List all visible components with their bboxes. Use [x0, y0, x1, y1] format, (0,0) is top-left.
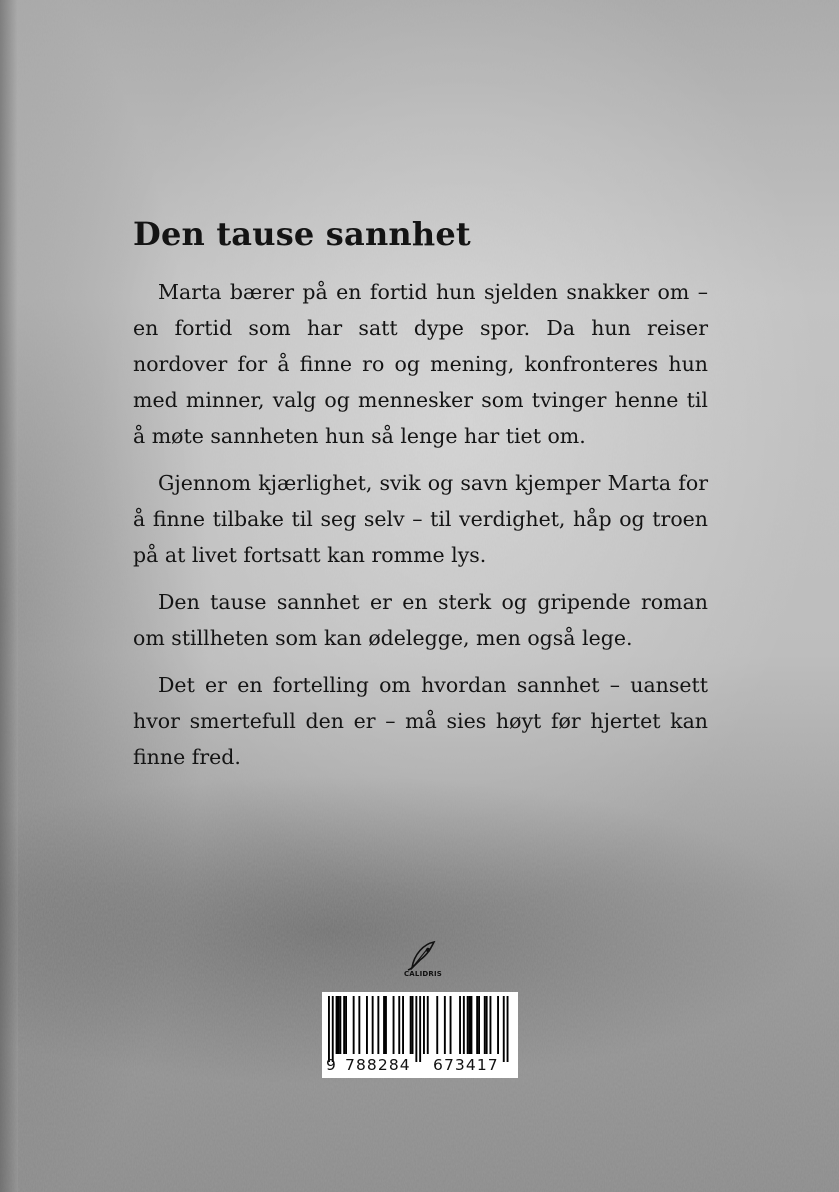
barcode-bar	[423, 996, 425, 1054]
barcode-bar	[345, 996, 347, 1054]
barcode-bar	[339, 996, 341, 1054]
barcode-bar	[383, 996, 385, 1054]
barcode-bar	[338, 996, 340, 1054]
barcode-bar	[490, 996, 492, 1054]
barcode-bar	[410, 996, 412, 1054]
barcode-bar	[402, 996, 404, 1054]
barcode-bar	[353, 996, 355, 1054]
barcode-bar	[467, 996, 469, 1054]
barcode-bar	[427, 996, 429, 1054]
isbn-group-1: 788284	[345, 1056, 411, 1074]
barcode-bar	[343, 996, 345, 1054]
barcode-bar	[415, 996, 417, 1062]
spine-edge	[0, 0, 18, 1192]
barcode-bar	[476, 996, 478, 1054]
barcode-bar	[372, 996, 374, 1054]
blurb-paragraph: Den tause sannhet er en sterk og gripende roman om stillheten som kan ødelegge, men også lege.	[133, 590, 708, 650]
barcode-bar	[450, 996, 452, 1054]
barcode-bar	[471, 996, 473, 1054]
barcode-bar	[478, 996, 480, 1054]
barcode-bar	[377, 996, 379, 1054]
barcode-bar	[332, 996, 334, 1062]
book-title: Den tause sannhet	[133, 215, 471, 253]
feather-quill-logo-icon	[398, 936, 448, 972]
barcode-bar	[436, 996, 438, 1054]
barcode-bar	[507, 996, 509, 1062]
barcode-bar	[385, 996, 387, 1054]
barcode-bar	[503, 996, 505, 1062]
barcode-bar	[463, 996, 465, 1054]
blurb-paragraph: Marta bærer på en fortid hun sjelden snakker om – en fortid som har satt dype spor. Da hun reiser nordover for å finne ro og mening, konfronteres hun med minner, valg og mennesker som tvinger henne til å møte sannheten hun så lenge har tiet om.	[133, 280, 708, 448]
blurb-paragraph: Gjennom kjærlighet, svik og savn kjemper Marta for å finne tilbake til seg selv – til verdighet, håp og troen på at livet fortsatt kan romme lys.	[133, 471, 708, 567]
barcode-bar	[393, 996, 395, 1054]
barcode-bar	[398, 996, 400, 1054]
barcode-bar	[497, 996, 499, 1054]
barcode-bar	[336, 996, 338, 1054]
barcode-bar	[412, 996, 414, 1054]
barcode-bar	[484, 996, 486, 1054]
barcode-bar	[486, 996, 488, 1054]
publisher-name: CALIDRIS	[403, 970, 443, 978]
isbn-digits	[322, 1054, 518, 1076]
barcode-bar	[419, 996, 421, 1062]
barcode-bar	[358, 996, 360, 1054]
blurb	[133, 212, 708, 786]
publisher-logo	[398, 936, 448, 982]
barcode-bar	[444, 996, 446, 1054]
blurb-paragraph: Det er en fortelling om hvordan sannhet – uansett hvor smertefull den er – må sies høyt før hjertet kan finne fred.	[133, 673, 708, 769]
barcode-bar	[469, 996, 471, 1054]
isbn-group-2: 673417	[433, 1056, 499, 1074]
barcode-bar	[328, 996, 330, 1062]
barcode-bar	[459, 996, 461, 1054]
isbn-barcode	[322, 992, 518, 1078]
isbn-first-digit: 9	[326, 1056, 336, 1074]
barcode-bar	[366, 996, 368, 1054]
